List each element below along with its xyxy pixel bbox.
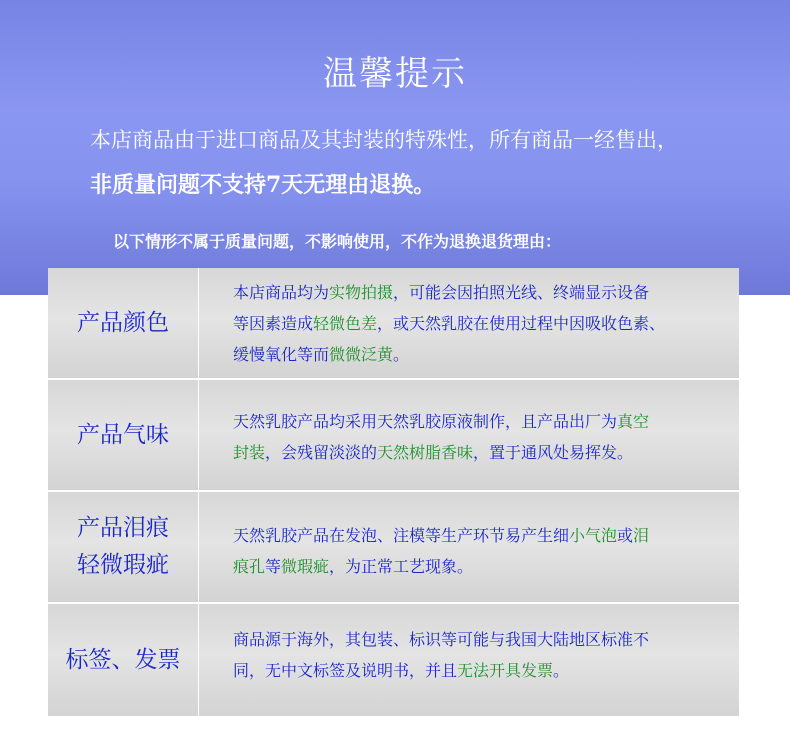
row-category — [48, 604, 199, 716]
description-line — [233, 655, 713, 686]
page-title: 温馨提示 — [323, 54, 467, 94]
description-line — [233, 520, 713, 551]
description-text: 或 — [617, 526, 634, 545]
table-row — [48, 268, 739, 378]
highlight-text: 天然树脂香味 — [377, 443, 474, 462]
row-description — [233, 277, 713, 370]
category-line: 产品气味 — [77, 421, 169, 448]
description-text: 天然乳胶产品在发泡、注模等生产环节易产生细 — [233, 526, 570, 545]
highlight-text: 真空 — [617, 412, 650, 431]
description-text: 同，无中文标签及说明书，并且 — [233, 661, 458, 680]
notice-line-3: 以下情形不属于质量问题，不影响使用，不作为退换退货理由： — [113, 232, 562, 251]
category-line: 产品泪痕 — [77, 515, 169, 541]
highlight-text: 实物拍摄 — [329, 283, 394, 302]
description-text: 。 — [553, 661, 570, 680]
description-text: 天然乳胶产品均采用天然乳胶原液制作，且产品出厂为 — [233, 412, 618, 431]
highlight-text: 无法开具发票 — [457, 661, 554, 680]
row-category — [48, 492, 199, 602]
table-row — [48, 380, 739, 490]
category-line: 产品颜色 — [77, 309, 169, 336]
row-category — [48, 268, 199, 378]
notice-line-1: 本店商品由于进口商品及其封装的特殊性，所有商品一经售出， — [90, 128, 678, 152]
row-description — [233, 520, 713, 582]
highlight-text: 轻微色差 — [313, 314, 378, 333]
highlight-text: 微微泛黄 — [329, 345, 394, 364]
description-text: ，置于通风处易挥发。 — [473, 443, 634, 462]
row-description — [233, 406, 713, 468]
description-text: 本店商品均为 — [233, 283, 330, 302]
description-line — [233, 437, 713, 468]
description-text: 等因素造成 — [233, 314, 314, 333]
table-row — [48, 604, 739, 716]
description-text: ，可能会因拍照光线、终端显示设备 — [393, 283, 650, 302]
header-banner — [0, 0, 790, 295]
description-text: ，会残留淡淡的 — [265, 443, 378, 462]
description-line — [233, 406, 713, 437]
description-text: 缓慢氧化等而 — [233, 345, 330, 364]
description-text: 商品源于海外，其包装、标识等可能与我国大陆地区标准不 — [233, 630, 650, 649]
highlight-text: 痕孔 — [233, 557, 266, 576]
description-line — [233, 339, 713, 370]
row-category — [48, 380, 199, 490]
description-line — [233, 308, 713, 339]
description-line — [233, 277, 713, 308]
description-text: ，或天然乳胶在使用过程中因吸收色素、 — [377, 314, 666, 333]
highlight-text: 封装 — [233, 443, 266, 462]
highlight-text: 泪 — [633, 526, 650, 545]
highlight-text: 小气泡 — [569, 526, 618, 545]
description-text: 等 — [265, 557, 282, 576]
highlight-text: 微瑕疵 — [281, 557, 330, 576]
table-row — [48, 492, 739, 602]
description-text: ，为正常工艺现象。 — [329, 557, 474, 576]
row-description — [233, 624, 713, 686]
notice-line-2: 非质量问题不支持7天无理由退换。 — [90, 172, 436, 198]
category-line: 轻微瑕疵 — [77, 552, 169, 578]
description-line — [233, 624, 713, 655]
category-line: 标签、发票 — [65, 646, 181, 673]
policy-table — [48, 268, 739, 716]
description-line — [233, 551, 713, 582]
description-text: 。 — [393, 345, 410, 364]
